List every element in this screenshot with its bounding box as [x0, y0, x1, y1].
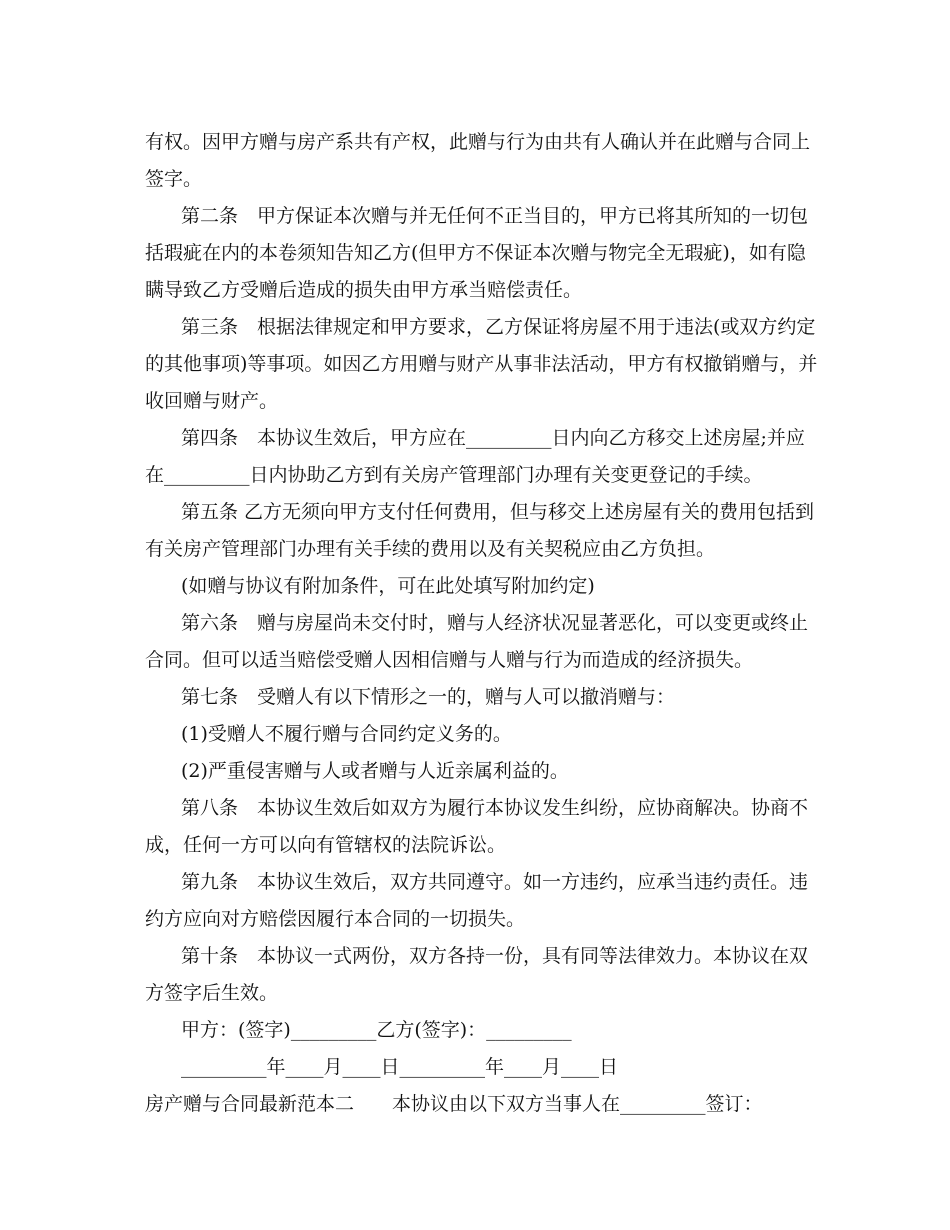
list-item: (1)受赠人不履行赠与合同约定义务的。 [181, 723, 512, 745]
article-10-line: 第十条 本协议一式两份，双方各持一份，具有同等法律效力。本协议在双 [181, 945, 809, 967]
paragraph-line: 在_________日内协助乙方到有关房产管理部门办理有关变更登记的手续。 [145, 464, 763, 486]
article-6-line: 第六条 赠与房屋尚未交付时，赠与人经济状况显著恶化，可以变更或终止 [181, 612, 809, 634]
article-9-line: 第九条 本协议生效后，双方共同遵守。如一方违约，应承当违约责任。违 [181, 871, 809, 893]
article-4-line: 第四条 本协议生效后，甲方应在_________日内向乙方移交上述房屋;并应 [181, 427, 805, 449]
paragraph-line: 有关房产管理部门办理有关手续的费用以及有关契税应由乙方负担。 [145, 538, 716, 560]
note-line: (如赠与协议有附加条件，可在此处填写附加约定) [181, 575, 595, 597]
paragraph-line: 成，任何一方可以向有管辖权的法院诉讼。 [145, 834, 507, 856]
paragraph-line: 收回赠与财产。 [145, 390, 279, 412]
article-8-line: 第八条 本协议生效后如双方为履行本协议发生纠纷，应协商解决。协商不 [181, 797, 809, 819]
article-7-line: 第七条 受赠人有以下情形之一的，赠与人可以撤消赠与： [181, 686, 676, 708]
signature-line: 甲方：(签字)_________乙方(签字)：_________ [181, 1019, 572, 1041]
paragraph-line: 合同。但可以适当赔偿受赠人因相信赠与人赠与行为而造成的经济损失。 [145, 649, 754, 671]
article-2-line: 第二条 甲方保证本次赠与并无任何不正当目的，甲方已将其所知的一切包 [181, 205, 809, 227]
paragraph-line: 的其他事项)等事项。如因乙方用赠与财产从事非法活动，甲方有权撤销赠与，并 [145, 353, 818, 375]
date-line: _________年____月____日_________年____月____日 [181, 1056, 619, 1078]
paragraph-line: 方签字后生效。 [145, 982, 279, 1004]
paragraph-line: 括瑕疵在内的本卷须知告知乙方(但甲方不保证本次赠与物完全无瑕疵)，如有隐 [145, 242, 806, 264]
list-item: (2)严重侵害赠与人或者赠与人近亲属利益的。 [181, 760, 569, 782]
paragraph-line: 约方应向对方赔偿因履行本合同的一切损失。 [145, 908, 526, 930]
article-5-line: 第五条 乙方无须向甲方支付任何费用，但与移交上述房屋有关的费用包括到 [181, 501, 815, 523]
article-3-line: 第三条 根据法律规定和甲方要求，乙方保证将房屋不用于违法(或双方约定 [181, 316, 816, 338]
paragraph-line: 有权。因甲方赠与房产系共有产权，此赠与行为由共有人确认并在此赠与合同上 [145, 131, 811, 153]
next-contract-heading-line: 房产赠与合同最新范本二 本协议由以下双方当事人在_________签订： [145, 1093, 763, 1115]
paragraph-line: 瞒导致乙方受赠后造成的损失由甲方承当赔偿责任。 [145, 279, 583, 301]
paragraph-line: 签字。 [145, 168, 203, 190]
